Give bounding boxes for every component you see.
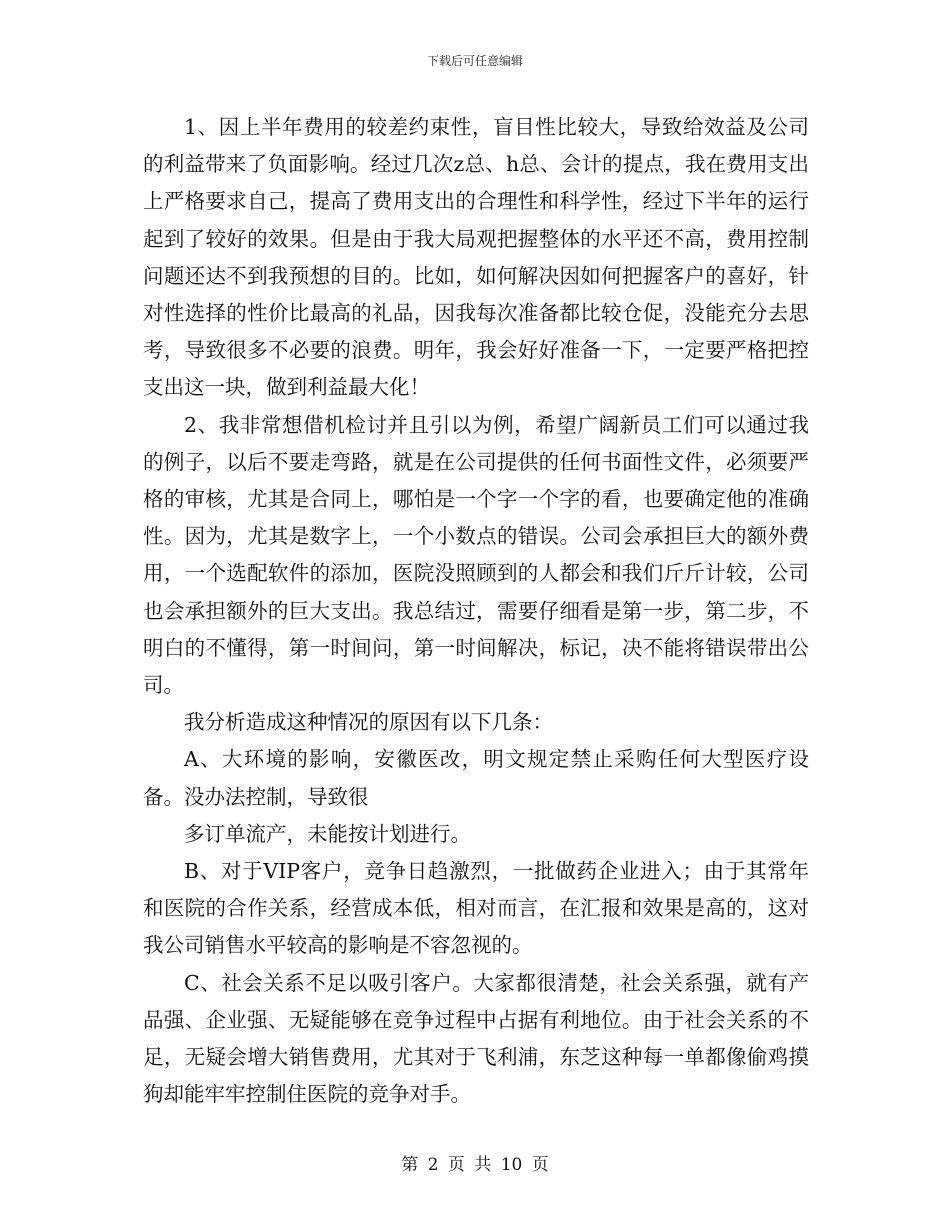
paragraph-1: 1、因上半年费用的较差约束性，盲目性比较大，导致给效益及公司的利益带来了负面影响。经过几次z总、h总、会计的提点，我在费用支出上严格要求自己，提高了费用支出的合理性和科学性，经过下半年的运行起到了较好的效果。但是由于我大局观把握整体的水平还不高，费用控制问题还达不到我预想的目的。比如，如何解决因如何把握客户的喜好，针对性选择的性价比最高的礼品，因我每次准备都比较仓促，没能充分去思考，导致很多不必要的浪费。明年，我会好好准备一下，一定要严格把控支出这一块，做到利益最大化！ [143, 115, 809, 400]
paragraph-7: C、社会关系不足以吸引客户。大家都很清楚，社会关系强，就有产品强、企业强、无疑能够在竞争过程中占据有利地位。由于社会关系的不足，无疑会增大销售费用，尤其对于飞利浦，东芝这种每一单都像偷鸡摸狗却能牢牢控制住医院的竞争对手。 [143, 970, 809, 1107]
page-footer: 第 2 页 共 10 页 [401, 1155, 549, 1175]
page-header: 下载后可任意编辑 [426, 54, 523, 68]
paragraph-2: 2、我非常想借机检讨并且引以为例，希望广阔新员工们可以通过我的例子，以后不要走弯路，就是在公司提供的任何书面性文件，必须要严格的审核，尤其是合同上，哪怕是一个字一个字的看，也要确定他的准确性。因为，尤其是数字上，一个小数点的错误。公司会承担巨大的额外费用，一个选配软件的添加，医院没照顾到的人都会和我们斤斤计较，公司也会承担额外的巨大支出。我总结过，需要仔细看是第一步，第二步，不明白的不懂得，第一时间问，第一时间解决，标记，决不能将错误带出公司。 [143, 412, 809, 698]
paragraph-5: 多订单流产，未能按计划进行。 [184, 821, 471, 846]
paragraph-3: 我分析造成这种情况的原因有以下几条： [184, 710, 553, 735]
document-body [143, 109, 809, 1113]
paragraph-4: A、大环境的影响，安徽医改，明文规定禁止采购任何大型医疗设备。没办法控制，导致很 [143, 747, 809, 809]
paragraph-6: B、对于VIP客户，竞争日趋激烈，一批做药企业进入；由于其常年和医院的合作关系，经营成本低，相对而言，在汇报和效果是高的，这对我公司销售水平较高的影响是不容忽视的。 [143, 859, 809, 958]
